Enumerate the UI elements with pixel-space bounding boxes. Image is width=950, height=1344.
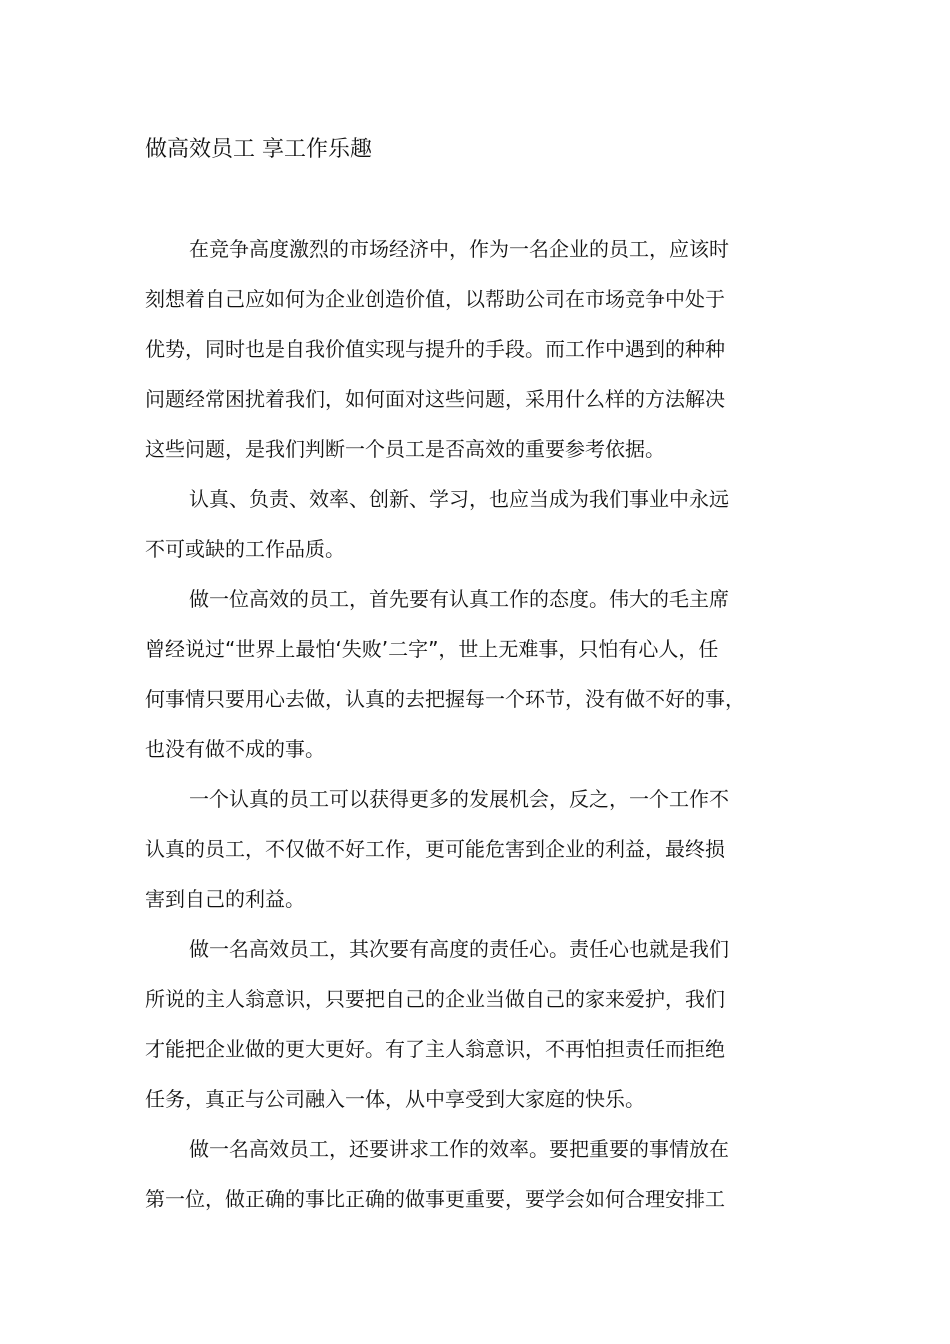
text-line: 一个认真的员工可以获得更多的发展机会，反之，一个工作不 [189, 787, 729, 811]
paragraph [145, 574, 815, 774]
paragraph [145, 474, 815, 574]
text-line: 认真、负责、效率、创新、学习，也应当成为我们事业中永远 [189, 487, 729, 511]
text-line: 认真的员工，不仅做不好工作，更可能危害到企业的利益，最终损 [145, 837, 725, 861]
text-line: 何事情只要用心去做，认真的去把握每一个环节，没有做不好的事， [145, 687, 745, 711]
paragraph [145, 924, 815, 1124]
text-line: 也没有做不成的事。 [145, 737, 325, 761]
text-line: 第一位，做正确的事比正确的做事更重要，要学会如何合理安排工 [145, 1187, 725, 1211]
text-line: 做一位高效的员工，首先要有认真工作的态度。伟大的毛主席 [189, 587, 729, 611]
text-line: 所说的主人翁意识，只要把自己的企业当做自己的家来爱护，我们 [145, 987, 725, 1011]
paragraph [145, 224, 815, 474]
text-line: 不可或缺的工作品质。 [145, 537, 345, 561]
text-line: 做一名高效员工，其次要有高度的责任心。责任心也就是我们 [189, 937, 729, 961]
text-line: 优势，同时也是自我价值实现与提升的手段。而工作中遇到的种种 [145, 337, 725, 361]
article-body [145, 224, 815, 1224]
text-line: 害到自己的利益。 [145, 887, 305, 911]
paragraph [145, 1124, 815, 1224]
page-title: 做高效员工 享工作乐趣 [145, 137, 372, 162]
text-line: 才能把企业做的更大更好。有了主人翁意识，不再怕担责任而拒绝 [145, 1037, 725, 1061]
text-line: 问题经常困扰着我们，如何面对这些问题，采用什么样的方法解决 [145, 387, 725, 411]
paragraph [145, 774, 815, 924]
text-line: 刻想着自己应如何为企业创造价值，以帮助公司在市场竞争中处于 [145, 287, 725, 311]
text-line: 曾经说过“世界上最怕‘失败’二字”，世上无难事，只怕有心人，任 [145, 637, 719, 661]
text-line: 这些问题，是我们判断一个员工是否高效的重要参考依据。 [145, 437, 665, 461]
text-line: 做一名高效员工，还要讲求工作的效率。要把重要的事情放在 [189, 1137, 729, 1161]
text-line: 任务，真正与公司融入一体，从中享受到大家庭的快乐。 [145, 1087, 645, 1111]
text-line: 在竞争高度激烈的市场经济中，作为一名企业的员工，应该时 [189, 237, 729, 261]
